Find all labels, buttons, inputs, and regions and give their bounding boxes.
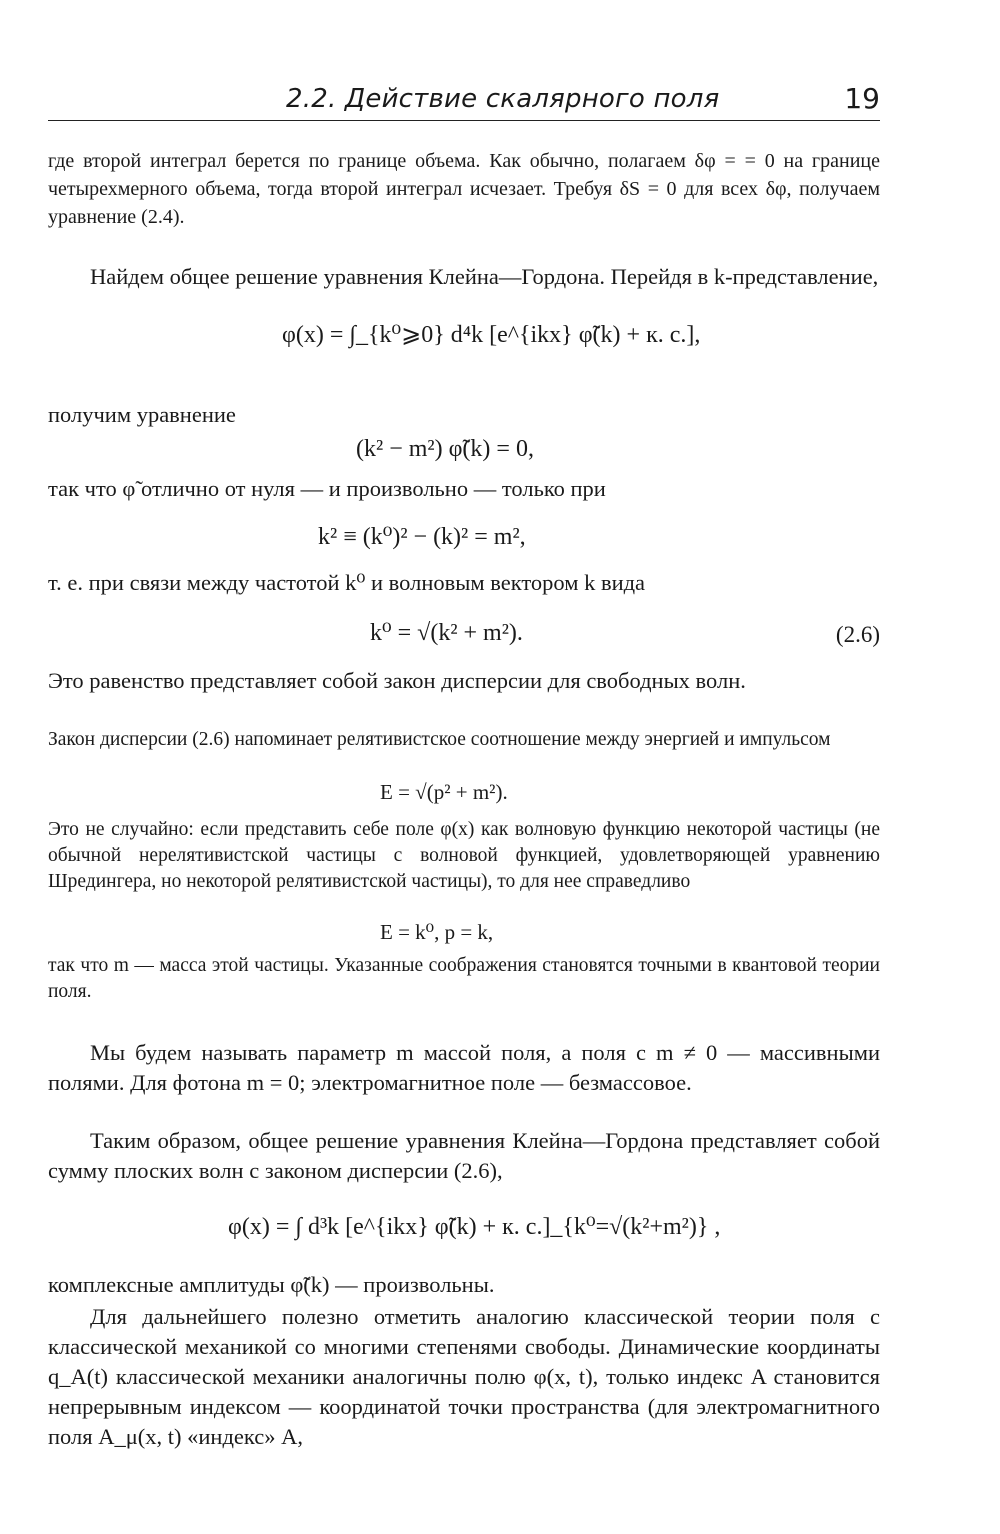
equation-dispersion-law: k⁰ = √(k² + m²). — [370, 620, 523, 646]
note-relativistic-relation: Закон дисперсии (2.6) напоминает релятивистское соотношение между энергией и импульсом — [48, 729, 831, 750]
running-head: 2.2. Действие скалярного поля — [286, 84, 720, 114]
paragraph-frequency-relation: т. е. при связи между частотой k⁰ и волновым вектором k вида — [48, 570, 646, 595]
note-mass-of-particle: так что m — масса этой частицы. Указанные соображения становятся точными в квантовой теории поля. — [48, 955, 880, 1002]
equation-mass-shell: (k² − m²) φ̃(k) = 0, — [356, 436, 534, 462]
paragraph-dispersion-statement: Это равенство представляет собой закон дисперсии для свободных волн. — [48, 668, 746, 693]
page-header — [48, 84, 880, 121]
page-number: 19 — [844, 82, 880, 115]
paragraph-complex-amplitudes: комплексные амплитуды φ̃(k) — произвольны. — [48, 1272, 495, 1297]
equation-number: (2.6) — [835, 622, 880, 647]
equation-fourier-expansion: φ(x) = ∫_{k⁰⩾0} d⁴k [e^{ikx} φ̃(k) + к. с.], — [282, 322, 701, 348]
note-wavefunction-analogy: Это не случайно: если представить себе поле φ(x) как волновую функцию некоторой частицы (не обычной нерелятивистской частицы с волновой функцией, удовлетворяющей уравнению Шредингера, но некоторой релятивистской частицы), то для нее справедливо — [48, 819, 880, 892]
paragraph-phi-nonzero: так что φ̃ отлично от нуля — и произвольно — только при — [48, 476, 606, 501]
paragraph-mechanics-analogy: Для дальнейшего полезно отметить аналогию классической теории поля с классической механикой со многими степенями свободы. Динамические координаты q_A(t) классической механики аналогичны полю φ(x, t), только индекс A становится непрерывным индексом — координатой точки пространства (для электромагнитного поля A_μ(x, t) «индекс» A, — [48, 1304, 880, 1449]
paragraph-k-representation: Найдем общее решение уравнения Клейна—Гордона. Перейдя в k-представление, — [90, 264, 879, 289]
equation-energy-momentum-identification: E = k⁰, p = k, — [380, 920, 494, 944]
paragraph-mass-definition: Мы будем называть параметр m массой поля, а поля с m ≠ 0 — массивными полями. Для фотона m = 0; электромагнитное поле — безмассовое. — [48, 1040, 880, 1095]
equation-energy-momentum: E = √(p² + m²). — [380, 780, 508, 804]
paragraph-obtain-equation: получим уравнение — [48, 402, 236, 427]
equation-plane-wave-sum: φ(x) = ∫ d³k [e^{ikx} φ̃(k) + к. с.]_{k⁰=√(k²+m²)} , — [228, 1214, 721, 1240]
paragraph-general-solution: Таким образом, общее решение уравнения Клейна—Гордона представляет собой сумму плоских волн с законом дисперсии (2.6), — [48, 1128, 880, 1183]
equation-k-squared: k² ≡ (k⁰)² − (k)² = m², — [318, 524, 526, 550]
paragraph-intro: где второй интеграл берется по границе объема. Как обычно, полагаем δφ = = 0 на границе четырехмерного объема, тогда второй интеграл исчезает. Требуя δS = 0 для всех δφ, получаем уравнение (2.4). — [48, 150, 880, 228]
